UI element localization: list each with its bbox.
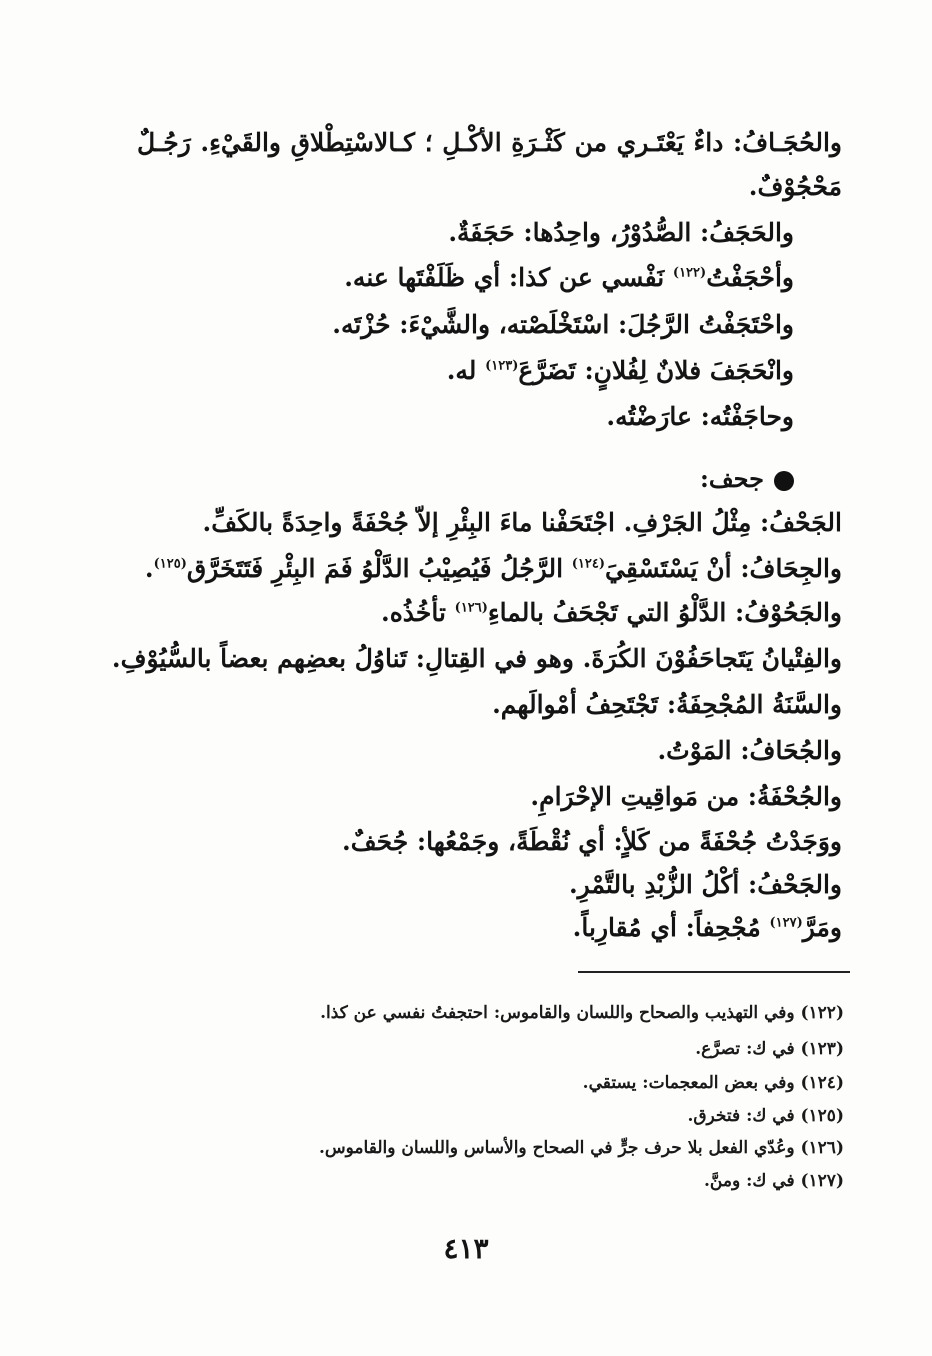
section-line-7: والجُحْفَةُ: من مَواقِيتِ الإحْرَامِ. [530,782,842,811]
footnote-divider [578,971,850,973]
section-title: جحف: [699,464,764,493]
section-line-8: ووَجَدْتُ جُحْفَةً من كَلأٍ: أي نُقْطَةً، وجَمْعُها: جُحَفٌ. [342,827,842,856]
entry-text: له. [446,356,486,385]
section-line-3 [381,594,842,632]
entry-line-5: واحْتَجَفْتُ الرَّجُلَ: اسْتَخْلَصْته، والشَّيْءَ: حُزْتَه. [332,310,794,339]
section-line-2 [145,550,842,588]
entry-text: وانْحَجَفَ فلانٌ لِفُلانٍ: تَضَرَّعَ [518,356,794,385]
footnote-125: (١٢٥) في ك: فتخرق. [687,1106,844,1126]
bullet-icon [774,471,794,491]
footnote-ref[interactable]: (١٢٧) [769,915,803,931]
entry-line-7: وحاجَفْتُه: عارَضْتُه. [606,402,794,431]
footnote-123: (١٢٣) في ك: تصرَّع. [695,1039,844,1059]
entry-line-6 [447,352,794,390]
entry-text: وأحْجَفْتُ [706,263,794,292]
footnote-126: (١٢٦) وعُدّي الفعل بلا حرف جرٍّ في الصحاح والأساس واللسان والقاموس. [318,1138,844,1158]
section-heading [700,460,794,498]
section-line-1: الجَحْفُ: مِثْلُ الجَرْفِ. اجْتَحَفْنا ماءَ البِئْرِ إلاّ جُحْفَةً واحِدَةً بالكَفِّ. [202,508,842,537]
entry-line-3: والحَجَفُ: الصُّدُوْرُ، واحِدُها: حَجَفَةٌ. [448,218,794,247]
entry-text: والجِحَافُ: أنْ يَسْتَسْقِيَ [605,554,842,583]
section-line-9: والجَحْفُ: أكْلُ الزُّبْدِ بالتَّمْرِ. [568,870,842,899]
entry-text: نَفْسي عن كذا: أي ظَلَفْتَها عنه. [344,263,673,292]
footnote-ref[interactable]: (١٢٥) [153,556,187,572]
entry-line-4 [344,259,794,297]
entry-line-2: مَحْجُوْفٌ. [748,172,842,201]
section-line-6: والجُحَافُ: المَوْتُ. [657,736,842,765]
footnote-ref[interactable]: (١٢٦) [454,600,488,616]
section-line-4: والفِتْيانُ يَتَجاحَفُوْنَ الكُرَةَ. وهو في القِتالِ: تَناوُلُ بعضِهم بعضاً بالسُّيُوْفِ. [111,644,842,673]
page-number: ٤١٣ [443,1232,489,1265]
entry-text: . [144,554,154,583]
footnote-ref[interactable]: (١٢٢) [672,265,707,281]
footnote-ref[interactable]: (١٢٤) [571,556,606,572]
entry-text: تأخُذُه. [380,598,455,627]
footnote-124: (١٢٤) وفي بعض المعجمات: يستقي. [582,1073,844,1093]
footnote-122: (١٢٢) وفي التهذيب والصحاح واللسان والقاموس: احتجفتُ نفسي عن كذا. [320,1003,844,1023]
section-line-5: والسَّنَةُ المُجْحِفَةُ: تَجْتَحِفُ أمْوالَهم. [492,690,842,719]
entry-text: الرَّجُلُ فَيُصِيْبُ الدَّلْوُ فَمَ البِئْرِ فَتَتَخَرَّق [186,554,572,583]
entry-line-1: والحُجَـافُ: داءٌ يَعْتَـري من كَثْـرَةِ الأكْـلِ ؛ كـالاسْتِطْلاقِ والقَيْءِ. رَجُـلٌ [137,128,842,157]
entry-text: مُجْحِفاً: أي مُقارِباً. [572,913,770,942]
footnote-ref[interactable]: (١٢٣) [485,358,519,374]
footnote-127: (١٢٧) في ك: ومنَّ. [703,1171,844,1191]
entry-text: والجَحُوْفُ: الدَّلْوُ التي تَجْحَفُ بالماءِ [487,598,842,627]
section-line-10 [573,909,842,947]
entry-text: ومَرَّ [802,913,842,942]
